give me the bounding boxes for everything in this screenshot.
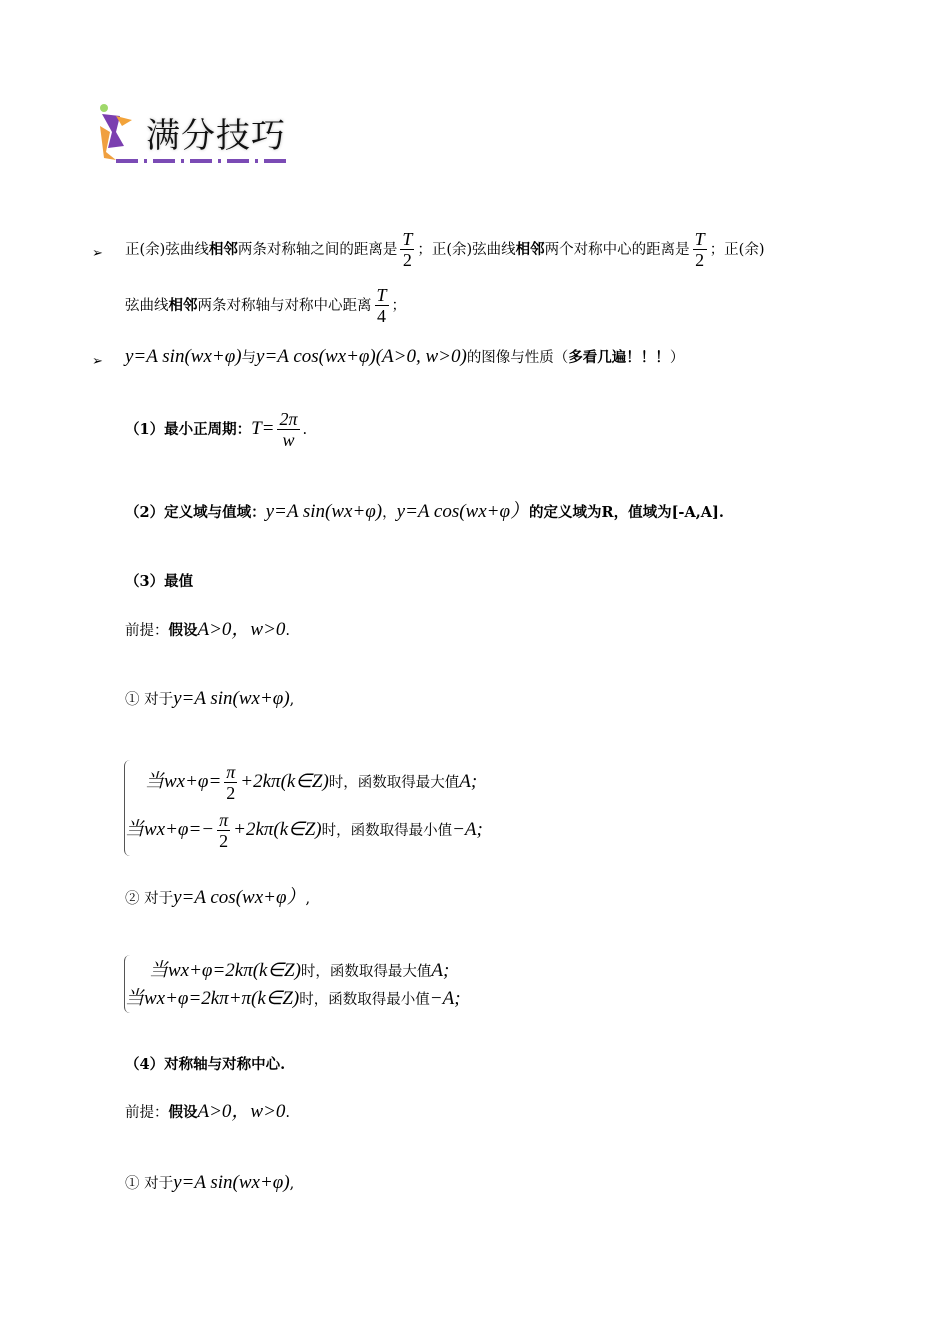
text: , bbox=[305, 891, 311, 907]
bold-text: 相邻 bbox=[515, 241, 545, 258]
text-line bbox=[145, 762, 478, 812]
math-expression: 当wx+φ=− bbox=[125, 819, 215, 840]
text: ② 对于 bbox=[125, 891, 174, 907]
fraction-denominator: 2 bbox=[695, 250, 705, 270]
text: 两条对称轴与对称中心距离 bbox=[197, 298, 372, 314]
text: . bbox=[285, 623, 291, 639]
fraction bbox=[224, 762, 237, 803]
math-expression: y=A sin(wx+φ) bbox=[173, 688, 290, 709]
bold-text: 假设 bbox=[168, 1104, 198, 1121]
text-line bbox=[125, 983, 461, 1010]
math-expression: A>0，w>0 bbox=[197, 1101, 286, 1122]
text: 时，函数取得最大值 bbox=[328, 775, 460, 791]
fraction-denominator: 2 bbox=[402, 250, 412, 270]
text-line bbox=[125, 882, 310, 909]
text: , bbox=[289, 692, 295, 708]
bold-text: （2）定义域与值域： bbox=[125, 504, 266, 521]
math-expression: −A; bbox=[452, 819, 483, 840]
text: 前提： bbox=[125, 1105, 169, 1121]
bold-text: （1）最小正周期： bbox=[125, 421, 252, 438]
bold-text: 的定义域为R，值域为[-A,A]. bbox=[529, 504, 724, 521]
text: 时，函数取得最大值 bbox=[300, 964, 432, 980]
text-line bbox=[125, 229, 765, 279]
fraction bbox=[375, 285, 389, 326]
text: 两条对称轴之间的距离是 bbox=[237, 242, 398, 258]
text-line bbox=[149, 955, 449, 982]
bold-text: （4）对称轴与对称中心. bbox=[125, 1056, 286, 1073]
section-logo bbox=[90, 98, 300, 170]
fraction-numerator: π bbox=[219, 810, 229, 830]
text-line bbox=[125, 1096, 290, 1123]
math-expression: y=A cos(wx+φ） bbox=[173, 887, 306, 908]
text-line bbox=[125, 346, 684, 368]
text: ① 对于 bbox=[125, 692, 174, 708]
fraction bbox=[217, 810, 230, 851]
math-expression: A; bbox=[459, 771, 478, 792]
math-expression: y=A cos(wx+φ)(A>0, w>0) bbox=[256, 346, 467, 367]
text: 前提： bbox=[125, 623, 169, 639]
math-expression: y=A sin(wx+φ) bbox=[265, 501, 383, 522]
fraction-denominator: 2 bbox=[219, 831, 229, 851]
math-expression: T= bbox=[251, 418, 275, 439]
text: ） bbox=[669, 350, 685, 366]
section-title: 满分技巧 bbox=[146, 116, 286, 156]
math-expression: −A; bbox=[429, 988, 461, 1009]
text-line bbox=[125, 570, 193, 591]
fraction-numerator: T bbox=[694, 229, 705, 249]
text-line bbox=[125, 285, 407, 335]
text: ， bbox=[382, 505, 397, 521]
text: 的图像与性质（ bbox=[466, 350, 569, 366]
wizard-icon bbox=[94, 102, 134, 162]
bold-text: （3）最值 bbox=[125, 573, 194, 590]
fraction-denominator: 4 bbox=[377, 306, 386, 326]
text: ； bbox=[391, 298, 407, 314]
fraction bbox=[400, 229, 414, 270]
bold-text: 相邻 bbox=[208, 241, 238, 258]
text: , bbox=[289, 1176, 295, 1192]
math-expression: +2kπ(k∈Z) bbox=[233, 819, 322, 840]
text: 两个对称中心的距离是 bbox=[544, 242, 690, 258]
bold-text: 相邻 bbox=[168, 297, 198, 314]
math-expression: A; bbox=[431, 960, 450, 981]
math-expression: y=A sin(wx+φ) bbox=[125, 346, 242, 367]
text-line bbox=[125, 688, 294, 710]
math-expression: y=A cos(wx+φ） bbox=[396, 501, 530, 522]
text-line bbox=[125, 409, 308, 459]
text-line bbox=[125, 810, 483, 860]
text: . bbox=[302, 422, 308, 438]
text: . bbox=[285, 1105, 291, 1121]
text: ；正(余) bbox=[709, 242, 765, 258]
math-expression: 当wx+φ=2kπ+π(k∈Z) bbox=[125, 988, 300, 1009]
text: ；正(余)弦曲线 bbox=[417, 242, 516, 258]
fraction-denominator: 2 bbox=[226, 783, 236, 803]
text-line bbox=[125, 1053, 285, 1074]
math-expression: 当wx+φ= bbox=[145, 771, 222, 792]
fraction-numerator: T bbox=[402, 229, 413, 249]
text: 弦曲线 bbox=[125, 298, 169, 314]
text: 与 bbox=[241, 350, 257, 366]
bullet-arrow-icon: ➢ bbox=[92, 354, 103, 369]
text-line bbox=[125, 1172, 294, 1194]
text: 时，函数取得最小值 bbox=[321, 823, 453, 839]
bold-text: 假设 bbox=[168, 622, 198, 639]
text: ① 对于 bbox=[125, 1176, 174, 1192]
math-expression: y=A sin(wx+φ) bbox=[173, 1172, 290, 1193]
text-line bbox=[125, 614, 290, 641]
decorative-divider bbox=[116, 159, 292, 163]
text: 时，函数取得最小值 bbox=[299, 992, 430, 1008]
math-expression: +2kπ(k∈Z) bbox=[240, 771, 329, 792]
fraction-numerator: 2π bbox=[279, 409, 298, 429]
text: 正(余)弦曲线 bbox=[125, 242, 209, 258]
fraction bbox=[693, 229, 707, 270]
fraction bbox=[277, 409, 299, 450]
math-expression: A>0，w>0 bbox=[197, 619, 286, 640]
bold-text: 多看几遍！！！ bbox=[568, 349, 670, 366]
fraction-numerator: T bbox=[376, 285, 387, 305]
text-line bbox=[125, 496, 724, 523]
bullet-arrow-icon: ➢ bbox=[92, 246, 103, 261]
math-expression: 当wx+φ=2kπ(k∈Z) bbox=[149, 960, 301, 981]
fraction-denominator: w bbox=[282, 430, 295, 450]
fraction-numerator: π bbox=[226, 762, 236, 782]
